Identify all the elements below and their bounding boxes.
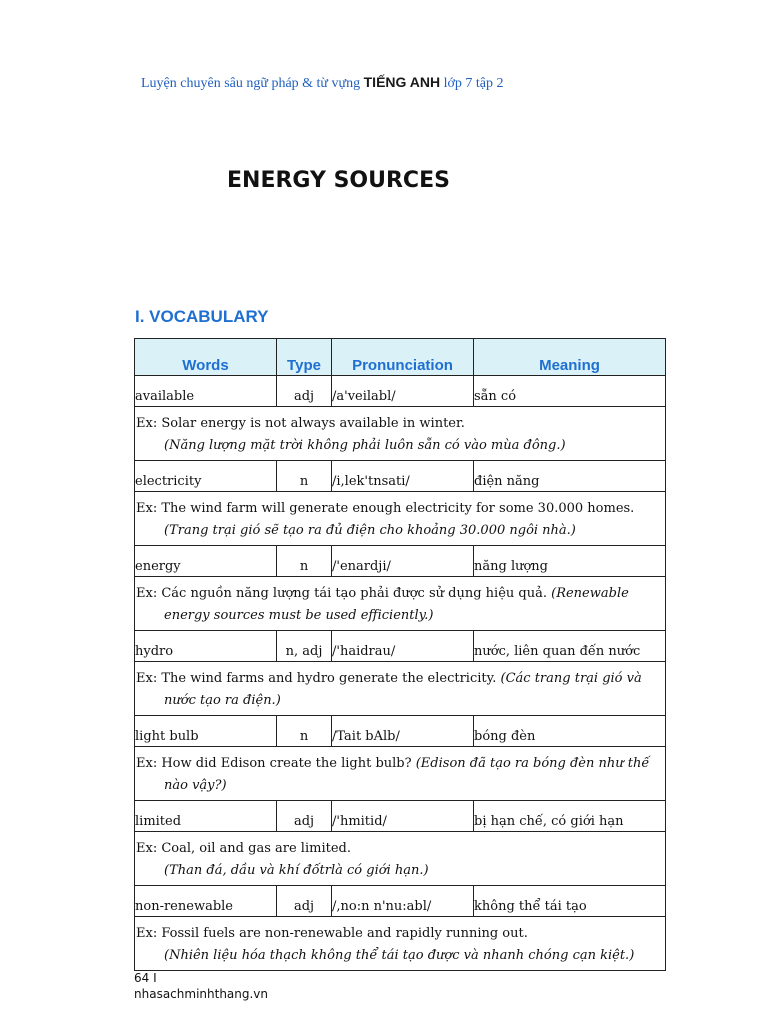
type-cell: n [277, 461, 332, 492]
col-header-pronunciation: Pronunciation [332, 339, 474, 376]
header-suffix: lớp 7 tập 2 [440, 76, 504, 91]
example-translation: (Renewable energy sources must be used efficiently.) [164, 586, 629, 623]
example-translation: (Nhiên liệu hóa thạch không thể tái tạo được và nhanh chóng cạn kiệt.) [164, 948, 635, 963]
example-cell [135, 747, 666, 801]
meaning-cell: bóng đèn [474, 716, 666, 747]
example-row [135, 662, 666, 716]
example-translation: (Edison đã tạo ra bóng đèn như thế nào vậy?) [164, 756, 650, 793]
type-cell: n [277, 716, 332, 747]
example-cell [135, 577, 666, 631]
type-cell: adj [277, 376, 332, 407]
example-row [135, 407, 666, 461]
word-cell: non-renewable [135, 886, 277, 917]
col-header-type: Type [277, 339, 332, 376]
pronunciation-cell: /i,lek'tnsati/ [332, 461, 474, 492]
example-row [135, 492, 666, 546]
table-row [135, 461, 666, 492]
table-row [135, 801, 666, 832]
example-sentence: Ex: The wind farms and hydro generate the electricity. [136, 671, 497, 686]
example-row [135, 577, 666, 631]
example-sentence: Ex: Coal, oil and gas are limited. [136, 841, 351, 856]
example-translation: (Năng lượng mặt trời không phải luôn sẵn có vào mùa đông.) [164, 438, 566, 453]
pronunciation-cell: /'hmitid/ [332, 801, 474, 832]
example-cell [135, 832, 666, 886]
type-cell: adj [277, 886, 332, 917]
table-row [135, 716, 666, 747]
example-sentence: Ex: Các nguồn năng lượng tái tạo phải được sử dụng hiệu quả. [136, 586, 547, 601]
meaning-cell: sẵn có [474, 376, 666, 407]
meaning-cell: điện năng [474, 461, 666, 492]
pronunciation-cell: /a'veilabl/ [332, 376, 474, 407]
page-number: 64 I [134, 971, 157, 985]
type-cell: n, adj [277, 631, 332, 662]
example-translation: (Trang trại gió sẽ tạo ra đủ điện cho khoảng 30.000 ngôi nhà.) [164, 523, 576, 538]
meaning-cell: năng lượng [474, 546, 666, 577]
example-sentence: Ex: Fossil fuels are non-renewable and rapidly running out. [136, 926, 528, 941]
meaning-cell: bị hạn chế, có giới hạn [474, 801, 666, 832]
pronunciation-cell: /'enardji/ [332, 546, 474, 577]
example-row [135, 917, 666, 971]
example-row [135, 747, 666, 801]
type-cell: n [277, 546, 332, 577]
vocabulary-table [134, 338, 666, 971]
example-sentence: Ex: Solar energy is not always available in winter. [136, 416, 465, 431]
table-row [135, 376, 666, 407]
pronunciation-cell: /'haidrau/ [332, 631, 474, 662]
word-cell: light bulb [135, 716, 277, 747]
example-cell [135, 407, 666, 461]
meaning-cell: nước, liên quan đến nước [474, 631, 666, 662]
word-cell: hydro [135, 631, 277, 662]
type-cell: adj [277, 801, 332, 832]
example-cell [135, 662, 666, 716]
example-row [135, 832, 666, 886]
pronunciation-cell: /Tait bAlb/ [332, 716, 474, 747]
table-row [135, 546, 666, 577]
table-row [135, 631, 666, 662]
word-cell: limited [135, 801, 277, 832]
example-translation: (Các trang trại gió và nước tạo ra điện.) [164, 671, 642, 708]
pronunciation-cell: /,no:n n'nu:abl/ [332, 886, 474, 917]
word-cell: available [135, 376, 277, 407]
example-cell [135, 917, 666, 971]
page-title: ENERGY SOURCES [227, 168, 450, 193]
section-heading: I. VOCABULARY [135, 307, 269, 326]
example-sentence: Ex: The wind farm will generate enough electricity for some 30.000 homes. [136, 501, 635, 516]
example-sentence: Ex: How did Edison create the light bulb? [136, 756, 412, 771]
header-prefix: Luyện chuyên sâu ngữ pháp & từ vựng [141, 76, 364, 91]
table-header-row [135, 339, 666, 376]
example-cell [135, 492, 666, 546]
table-row [135, 886, 666, 917]
meaning-cell: không thể tái tạo [474, 886, 666, 917]
word-cell: electricity [135, 461, 277, 492]
col-header-meaning: Meaning [474, 339, 666, 376]
header-subject: TIẾNG ANH [363, 74, 441, 90]
col-header-words: Words [135, 339, 277, 376]
page-footer [134, 970, 268, 1002]
word-cell: energy [135, 546, 277, 577]
example-translation: (Than đá, dầu và khí đốtrlà có giới hạn.) [164, 863, 429, 878]
book-header [141, 74, 504, 92]
publisher-website: nhasachminhthang.vn [134, 987, 269, 1001]
